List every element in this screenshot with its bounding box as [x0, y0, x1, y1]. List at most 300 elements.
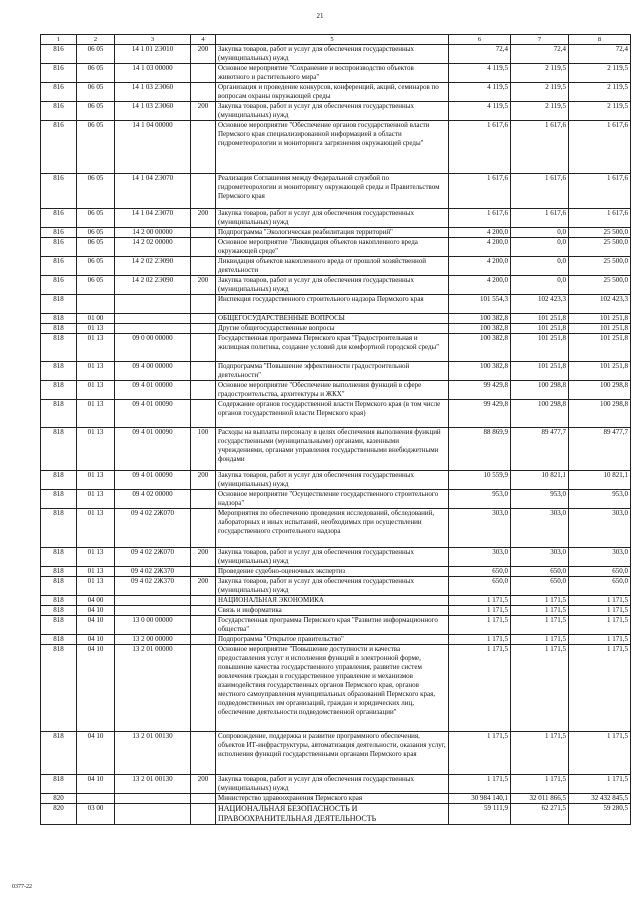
cell-expense-type: 200 [191, 775, 216, 794]
column-header: 6 [449, 35, 511, 45]
cell-description: Основное мероприятие "Обеспечение выполнения функций в сфере градостроительства, архитектуры и ЖКХ" [216, 381, 449, 400]
cell-amount-year-3: 100 298,8 [569, 381, 631, 400]
cell-target-article: 14 1 04 2Э070 [115, 174, 191, 209]
table-row [41, 490, 631, 509]
cell-section: 04 10 [77, 616, 115, 635]
cell-amount-year-2: 0,0 [511, 257, 569, 276]
cell-target-article: 14 1 03 2Э060 [115, 83, 191, 102]
cell-section [77, 794, 115, 804]
cell-admin-code: 818 [41, 362, 77, 381]
cell-amount-year-1: 30 984 140,1 [449, 794, 511, 804]
cell-amount-year-3: 303,0 [569, 509, 631, 548]
cell-amount-year-1: 650,0 [449, 567, 511, 577]
cell-amount-year-3: 650,0 [569, 577, 631, 596]
cell-admin-code: 816 [41, 45, 77, 64]
cell-target-article: 14 2 02 2Э090 [115, 276, 191, 295]
cell-description: НАЦИОНАЛЬНАЯ ЭКОНОМИКА [216, 596, 449, 606]
cell-description: Подпрограмма "Повышение эффективности градостроительной деятельности" [216, 362, 449, 381]
cell-amount-year-3: 25 500,0 [569, 276, 631, 295]
cell-admin-code: 816 [41, 174, 77, 209]
cell-admin-code: 818 [41, 616, 77, 635]
cell-expense-type: 200 [191, 45, 216, 64]
cell-description: Основное мероприятие "Повышение доступности и качества предоставления услуг и исполнения функций в электронной форме, повышение качества государственного управления, развитие систем вовлечения граждан в государственное управление и механизмов взаимодействия государственных органов Пермского края, органов местного самоуправления муниципальных образований Пермского края, подведомственных им организаций, граждан и юридических лиц, обеспечение деятельности подведомственной организации" [216, 645, 449, 732]
cell-admin-code: 818 [41, 732, 77, 775]
cell-amount-year-1: 650,0 [449, 577, 511, 596]
table-row [41, 238, 631, 257]
cell-section: 01 13 [77, 509, 115, 548]
cell-amount-year-2: 100 298,8 [511, 400, 569, 428]
cell-section: 01 13 [77, 334, 115, 362]
cell-expense-type [191, 567, 216, 577]
cell-admin-code: 818 [41, 645, 77, 732]
cell-amount-year-1: 72,4 [449, 45, 511, 64]
cell-target-article: 14 2 02 00000 [115, 238, 191, 257]
cell-amount-year-3: 2 119,5 [569, 83, 631, 102]
cell-amount-year-2: 1 171,5 [511, 616, 569, 635]
cell-description: Основное мероприятие "Обеспечение органов государственной власти Пермского края специализированной информацией в области гидрометеорологии и мониторинга загрязнения окружающей среды" [216, 121, 449, 174]
cell-description: Организация и проведение конкурсов, конференций, акций, семинаров по вопросам охраны окружающей среды [216, 83, 449, 102]
cell-description: Ликвидация объектов накопленного вреда от прошлой хозяйственной деятельности [216, 257, 449, 276]
cell-amount-year-3: 2 119,5 [569, 64, 631, 83]
cell-amount-year-3: 25 500,0 [569, 238, 631, 257]
table-row [41, 732, 631, 775]
cell-amount-year-3: 1 171,5 [569, 775, 631, 794]
cell-admin-code: 818 [41, 567, 77, 577]
cell-expense-type [191, 400, 216, 428]
cell-section: 06 05 [77, 102, 115, 121]
table-row [41, 64, 631, 83]
cell-section: 04 00 [77, 596, 115, 606]
cell-expense-type [191, 490, 216, 509]
column-header: 8 [569, 35, 631, 45]
cell-description: Основное мероприятие "Ликвидация объектов накопленного вреда окружающей среде" [216, 238, 449, 257]
table-row [41, 45, 631, 64]
table-row [41, 295, 631, 314]
cell-target-article: 13 0 00 00000 [115, 616, 191, 635]
cell-description: Связь и информатика [216, 606, 449, 616]
cell-amount-year-3: 101 251,8 [569, 362, 631, 381]
cell-amount-year-3: 89 477,7 [569, 428, 631, 471]
cell-target-article: 14 1 01 2Э010 [115, 45, 191, 64]
cell-amount-year-1: 1 171,5 [449, 732, 511, 775]
cell-amount-year-1: 4 200,0 [449, 238, 511, 257]
cell-admin-code: 816 [41, 276, 77, 295]
cell-target-article: 14 1 03 2Э060 [115, 102, 191, 121]
cell-amount-year-2: 1 171,5 [511, 606, 569, 616]
cell-amount-year-3: 1 171,5 [569, 635, 631, 645]
cell-expense-type [191, 257, 216, 276]
cell-amount-year-3: 1 171,5 [569, 645, 631, 732]
cell-amount-year-1: 1 171,5 [449, 775, 511, 794]
column-header: 3 [115, 35, 191, 45]
cell-target-article: 14 1 04 00000 [115, 121, 191, 174]
table-row [41, 509, 631, 548]
cell-section: 03 00 [77, 804, 115, 825]
cell-amount-year-1: 1 171,5 [449, 645, 511, 732]
cell-section: 01 13 [77, 577, 115, 596]
cell-section: 04 10 [77, 635, 115, 645]
cell-expense-type [191, 64, 216, 83]
cell-amount-year-1: 4 119,5 [449, 83, 511, 102]
cell-target-article: 09 4 02 2Ж070 [115, 509, 191, 548]
cell-section: 06 05 [77, 45, 115, 64]
cell-expense-type: 200 [191, 471, 216, 490]
table-row [41, 276, 631, 295]
cell-amount-year-2: 10 821,1 [511, 471, 569, 490]
cell-amount-year-1: 4 200,0 [449, 257, 511, 276]
cell-expense-type [191, 616, 216, 635]
cell-section: 01 13 [77, 362, 115, 381]
cell-admin-code: 816 [41, 64, 77, 83]
cell-expense-type [191, 238, 216, 257]
cell-expense-type: 200 [191, 548, 216, 567]
cell-amount-year-2: 101 251,8 [511, 314, 569, 324]
cell-description: Закупка товаров, работ и услуг для обеспечения государственных (муниципальных) нужд [216, 471, 449, 490]
cell-amount-year-1: 1 617,6 [449, 174, 511, 209]
cell-amount-year-1: 100 382,8 [449, 314, 511, 324]
table-row [41, 324, 631, 334]
cell-amount-year-2: 650,0 [511, 567, 569, 577]
cell-amount-year-1: 100 382,8 [449, 362, 511, 381]
cell-description: Другие общегосударственные вопросы [216, 324, 449, 334]
cell-expense-type [191, 635, 216, 645]
cell-admin-code: 818 [41, 509, 77, 548]
cell-admin-code: 818 [41, 548, 77, 567]
cell-description: Расходы на выплаты персоналу в целях обеспечения выполнения функций государственными (муниципальными) органами, казенными учреждениями, органами управления государственными внебюджетными фондами [216, 428, 449, 471]
cell-amount-year-2: 100 298,8 [511, 381, 569, 400]
cell-amount-year-3: 303,0 [569, 548, 631, 567]
cell-amount-year-1: 1 617,6 [449, 209, 511, 228]
cell-section: 01 13 [77, 324, 115, 334]
cell-amount-year-3: 101 251,8 [569, 334, 631, 362]
cell-admin-code: 816 [41, 228, 77, 238]
cell-amount-year-3: 1 617,6 [569, 209, 631, 228]
cell-description: Государственная программа Пермского края "Градостроительная и жилищная политика, создание условий для комфортной городской среды" [216, 334, 449, 362]
cell-description: НАЦИОНАЛЬНАЯ БЕЗОПАСНОСТЬ И ПРАВООХРАНИТЕЛЬНАЯ ДЕЯТЕЛЬНОСТЬ [216, 804, 449, 825]
cell-target-article [115, 606, 191, 616]
cell-amount-year-2: 1 171,5 [511, 775, 569, 794]
cell-amount-year-1: 1 171,5 [449, 606, 511, 616]
cell-target-article: 13 2 01 00130 [115, 732, 191, 775]
cell-admin-code: 818 [41, 490, 77, 509]
table-row [41, 174, 631, 209]
table-row [41, 381, 631, 400]
header-row [41, 35, 631, 45]
cell-description: ОБЩЕГОСУДАРСТВЕННЫЕ ВОПРОСЫ [216, 314, 449, 324]
cell-admin-code: 816 [41, 209, 77, 228]
cell-admin-code: 816 [41, 257, 77, 276]
cell-amount-year-1: 953,0 [449, 490, 511, 509]
cell-target-article: 14 1 04 2Э070 [115, 209, 191, 228]
cell-amount-year-3: 1 617,6 [569, 174, 631, 209]
cell-expense-type [191, 645, 216, 732]
column-header: 1 [41, 35, 77, 45]
cell-target-article: 09 4 02 00000 [115, 490, 191, 509]
cell-description: Подпрограмма "Экологическая реабилитация территорий" [216, 228, 449, 238]
cell-description: Закупка товаров, работ и услуг для обеспечения государственных (муниципальных) нужд [216, 45, 449, 64]
cell-section: 06 05 [77, 257, 115, 276]
cell-amount-year-2: 303,0 [511, 509, 569, 548]
cell-expense-type [191, 596, 216, 606]
table-row [41, 596, 631, 606]
cell-section: 06 05 [77, 64, 115, 83]
cell-target-article [115, 804, 191, 825]
cell-section: 01 13 [77, 490, 115, 509]
cell-amount-year-2: 1 171,5 [511, 732, 569, 775]
cell-amount-year-2: 953,0 [511, 490, 569, 509]
cell-amount-year-1: 88 869,9 [449, 428, 511, 471]
cell-admin-code: 816 [41, 121, 77, 174]
cell-amount-year-2: 0,0 [511, 238, 569, 257]
cell-expense-type [191, 732, 216, 775]
cell-target-article [115, 324, 191, 334]
cell-target-article: 13 2 01 00000 [115, 645, 191, 732]
cell-amount-year-3: 59 280,5 [569, 804, 631, 825]
cell-amount-year-3: 1 171,5 [569, 606, 631, 616]
cell-expense-type [191, 314, 216, 324]
cell-amount-year-1: 100 382,8 [449, 334, 511, 362]
cell-expense-type [191, 334, 216, 362]
cell-amount-year-3: 953,0 [569, 490, 631, 509]
cell-admin-code: 820 [41, 804, 77, 825]
table-row [41, 428, 631, 471]
table-row [41, 228, 631, 238]
cell-amount-year-3: 1 171,5 [569, 616, 631, 635]
cell-target-article: 09 4 00 00000 [115, 362, 191, 381]
cell-amount-year-2: 1 171,5 [511, 596, 569, 606]
cell-amount-year-2: 1 171,5 [511, 645, 569, 732]
cell-amount-year-2: 32 011 866,5 [511, 794, 569, 804]
table-row [41, 567, 631, 577]
cell-description: Мероприятия по обеспечению проведения исследований, обследований, лабораторных и иных испытаний, необходимых при осуществлении государственного строительного надзора [216, 509, 449, 548]
cell-amount-year-2: 0,0 [511, 228, 569, 238]
cell-amount-year-2: 101 251,8 [511, 324, 569, 334]
cell-expense-type [191, 794, 216, 804]
cell-expense-type [191, 121, 216, 174]
cell-amount-year-3: 101 251,8 [569, 314, 631, 324]
cell-section: 04 10 [77, 732, 115, 775]
cell-admin-code: 818 [41, 577, 77, 596]
cell-target-article: 09 4 01 00090 [115, 400, 191, 428]
cell-admin-code: 816 [41, 238, 77, 257]
cell-admin-code: 816 [41, 102, 77, 121]
cell-admin-code: 818 [41, 334, 77, 362]
column-header: 2 [77, 35, 115, 45]
cell-section: 04 10 [77, 606, 115, 616]
cell-target-article: 09 4 01 00000 [115, 381, 191, 400]
cell-amount-year-1: 4 200,0 [449, 276, 511, 295]
cell-description: Закупка товаров, работ и услуг для обеспечения государственных (муниципальных) нужд [216, 548, 449, 567]
cell-amount-year-3: 102 423,3 [569, 295, 631, 314]
cell-description: Реализация Соглашения между Федеральной службой по гидрометеорологии и мониторингу окружающей среды и Правительством Пермского края [216, 174, 449, 209]
table-row [41, 635, 631, 645]
cell-description: Основное мероприятие "Сохранение и воспроизводство объектов животного и растительного мира" [216, 64, 449, 83]
page-number: 21 [316, 12, 324, 20]
cell-description: Закупка товаров, работ и услуг для обеспечения государственных (муниципальных) нужд [216, 276, 449, 295]
cell-expense-type [191, 362, 216, 381]
table-row [41, 102, 631, 121]
cell-amount-year-3: 72,4 [569, 45, 631, 64]
cell-description: Закупка товаров, работ и услуг для обеспечения государственных (муниципальных) нужд [216, 577, 449, 596]
cell-amount-year-2: 0,0 [511, 276, 569, 295]
table-row [41, 471, 631, 490]
cell-amount-year-2: 1 617,6 [511, 121, 569, 174]
cell-section: 06 05 [77, 276, 115, 295]
table-row [41, 257, 631, 276]
cell-expense-type [191, 83, 216, 102]
cell-expense-type [191, 509, 216, 548]
cell-section: 01 13 [77, 567, 115, 577]
table-row [41, 314, 631, 324]
cell-expense-type [191, 228, 216, 238]
cell-amount-year-3: 1 171,5 [569, 732, 631, 775]
table-row [41, 362, 631, 381]
table-row [41, 83, 631, 102]
cell-admin-code: 818 [41, 324, 77, 334]
cell-expense-type [191, 606, 216, 616]
cell-amount-year-2: 1 171,5 [511, 635, 569, 645]
cell-section: 04 10 [77, 775, 115, 794]
cell-amount-year-3: 2 119,5 [569, 102, 631, 121]
cell-expense-type: 100 [191, 428, 216, 471]
cell-admin-code: 818 [41, 428, 77, 471]
cell-amount-year-2: 89 477,7 [511, 428, 569, 471]
cell-amount-year-1: 10 559,9 [449, 471, 511, 490]
cell-target-article: 09 4 01 00090 [115, 428, 191, 471]
cell-amount-year-3: 32 432 845,5 [569, 794, 631, 804]
cell-target-article: 09 4 02 2Ж370 [115, 577, 191, 596]
cell-section [77, 295, 115, 314]
cell-section: 06 05 [77, 209, 115, 228]
cell-section: 01 13 [77, 548, 115, 567]
cell-admin-code: 818 [41, 314, 77, 324]
cell-description: Закупка товаров, работ и услуг для обеспечения государственных (муниципальных) нужд [216, 102, 449, 121]
cell-target-article [115, 596, 191, 606]
cell-section: 01 13 [77, 428, 115, 471]
cell-expense-type: 200 [191, 102, 216, 121]
cell-target-article [115, 794, 191, 804]
table-row [41, 334, 631, 362]
column-header: 5 [216, 35, 449, 45]
cell-description: Основное мероприятие "Осуществление государственного строительного надзора" [216, 490, 449, 509]
cell-section: 06 05 [77, 83, 115, 102]
cell-amount-year-2: 303,0 [511, 548, 569, 567]
cell-amount-year-3: 10 821,1 [569, 471, 631, 490]
cell-expense-type [191, 381, 216, 400]
table-row [41, 775, 631, 794]
cell-amount-year-1: 59 111,9 [449, 804, 511, 825]
cell-amount-year-2: 102 423,3 [511, 295, 569, 314]
cell-expense-type [191, 324, 216, 334]
table-row [41, 804, 631, 825]
cell-amount-year-2: 650,0 [511, 577, 569, 596]
cell-description: Сопровождение, поддержка и развитие программного обеспечения, объектов ИТ-инфраструктуры, автоматизация деятельности, оказания услуг, исполнения функций государственными органами Пермского края [216, 732, 449, 775]
cell-target-article: 09 0 00 00000 [115, 334, 191, 362]
cell-admin-code: 818 [41, 381, 77, 400]
cell-amount-year-3: 25 500,0 [569, 228, 631, 238]
cell-amount-year-1: 1 171,5 [449, 616, 511, 635]
cell-target-article: 13 2 00 00000 [115, 635, 191, 645]
cell-amount-year-3: 650,0 [569, 567, 631, 577]
cell-amount-year-3: 25 500,0 [569, 257, 631, 276]
cell-target-article: 09 4 01 00090 [115, 471, 191, 490]
table-row [41, 577, 631, 596]
cell-amount-year-2: 1 617,6 [511, 174, 569, 209]
cell-section: 06 05 [77, 228, 115, 238]
cell-section: 06 05 [77, 238, 115, 257]
cell-section: 04 10 [77, 645, 115, 732]
cell-amount-year-2: 72,4 [511, 45, 569, 64]
cell-description: Государственная программа Пермского края "Развитие информационного общества" [216, 616, 449, 635]
cell-section: 01 13 [77, 471, 115, 490]
cell-admin-code: 818 [41, 596, 77, 606]
cell-amount-year-1: 99 429,8 [449, 381, 511, 400]
cell-amount-year-1: 1 171,5 [449, 635, 511, 645]
column-header: 4 [191, 35, 216, 45]
cell-target-article: 14 1 03 00000 [115, 64, 191, 83]
cell-admin-code: 818 [41, 471, 77, 490]
table-row [41, 616, 631, 635]
cell-amount-year-1: 99 429,8 [449, 400, 511, 428]
cell-admin-code: 820 [41, 794, 77, 804]
cell-expense-type [191, 804, 216, 825]
cell-target-article: 09 4 02 2Ж070 [115, 548, 191, 567]
cell-section: 06 05 [77, 121, 115, 174]
cell-amount-year-2: 62 271,5 [511, 804, 569, 825]
cell-admin-code: 818 [41, 635, 77, 645]
cell-section: 01 00 [77, 314, 115, 324]
cell-expense-type [191, 295, 216, 314]
table-row [41, 121, 631, 174]
cell-amount-year-2: 2 119,5 [511, 64, 569, 83]
cell-description: Закупка товаров, работ и услуг для обеспечения государственных (муниципальных) нужд [216, 209, 449, 228]
cell-amount-year-1: 303,0 [449, 548, 511, 567]
cell-amount-year-1: 4 200,0 [449, 228, 511, 238]
cell-target-article: 13 2 01 00130 [115, 775, 191, 794]
cell-target-article: 14 2 00 00000 [115, 228, 191, 238]
cell-target-article: 14 2 02 2Э090 [115, 257, 191, 276]
table-row [41, 606, 631, 616]
cell-amount-year-2: 101 251,8 [511, 362, 569, 381]
cell-amount-year-2: 1 617,6 [511, 209, 569, 228]
cell-admin-code: 818 [41, 775, 77, 794]
cell-amount-year-3: 1 617,6 [569, 121, 631, 174]
cell-admin-code: 818 [41, 400, 77, 428]
cell-admin-code: 818 [41, 606, 77, 616]
document-code: 0377-22 [12, 884, 32, 890]
cell-expense-type: 200 [191, 276, 216, 295]
column-header: 7 [511, 35, 569, 45]
cell-amount-year-1: 4 119,5 [449, 102, 511, 121]
table-row [41, 400, 631, 428]
table-row [41, 645, 631, 732]
cell-amount-year-2: 2 119,5 [511, 83, 569, 102]
cell-target-article [115, 314, 191, 324]
table-row [41, 548, 631, 567]
cell-amount-year-1: 4 119,5 [449, 64, 511, 83]
cell-description: Содержание органов государственной власти Пермского края (в том числе органов государственной власти Пермского края) [216, 400, 449, 428]
cell-admin-code: 818 [41, 295, 77, 314]
cell-expense-type: 200 [191, 209, 216, 228]
cell-description: Закупка товаров, работ и услуг для обеспечения государственных (муниципальных) нужд [216, 775, 449, 794]
cell-description: Министерство здравоохранения Пермского края [216, 794, 449, 804]
cell-amount-year-1: 1 617,6 [449, 121, 511, 174]
cell-target-article [115, 295, 191, 314]
table-row [41, 209, 631, 228]
cell-amount-year-1: 303,0 [449, 509, 511, 548]
cell-expense-type [191, 174, 216, 209]
cell-section: 01 13 [77, 381, 115, 400]
